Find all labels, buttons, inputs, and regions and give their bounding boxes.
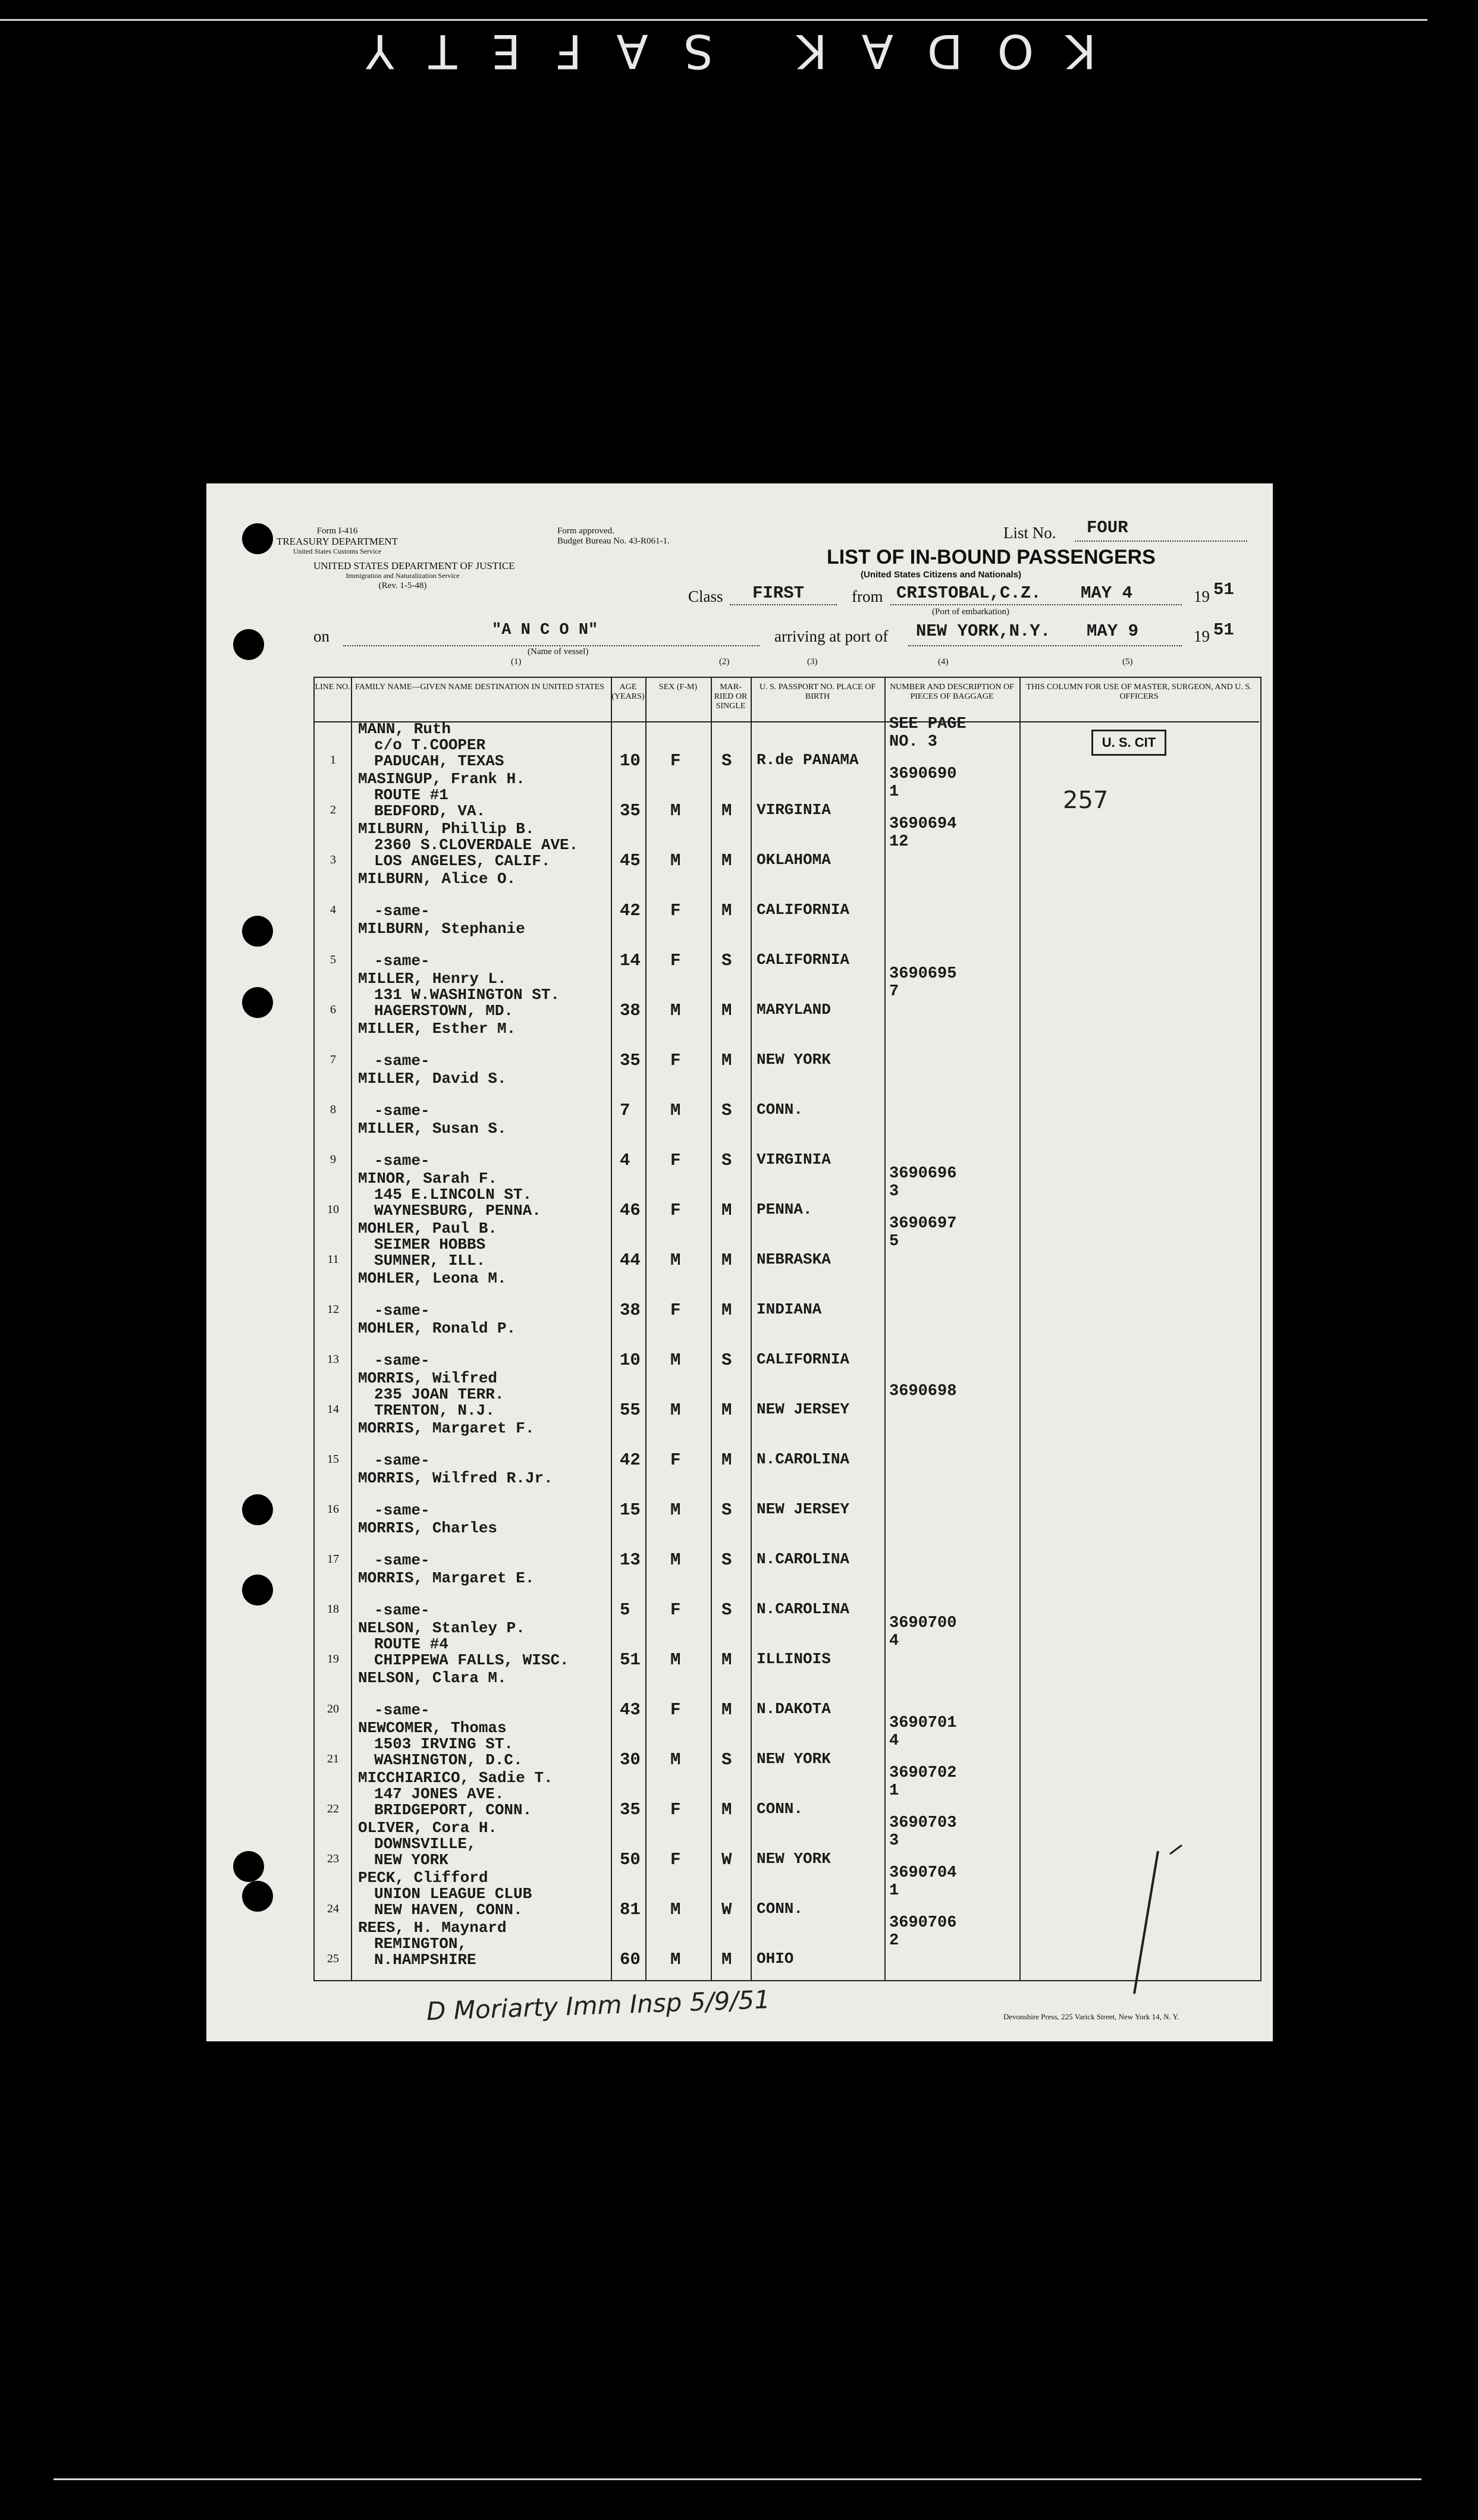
baggage: 1 <box>889 1782 899 1800</box>
destination-line: SEIMER HOBBS <box>374 1236 486 1253</box>
destination-line: BRIDGEPORT, CONN. <box>374 1801 532 1819</box>
baggage: 3 <box>889 1183 899 1201</box>
destination-line: -same- <box>374 902 430 920</box>
age: 51 <box>620 1650 641 1670</box>
passenger-name: NEWCOMER, Thomas <box>358 1719 507 1737</box>
line-number: 6 <box>330 1003 336 1016</box>
age: 35 <box>620 1051 641 1070</box>
passenger-name: MOHLER, Paul B. <box>358 1220 498 1237</box>
age: 38 <box>620 1300 641 1320</box>
sex: F <box>670 751 681 771</box>
from-label: from <box>852 587 883 605</box>
line-number: 18 <box>327 1603 339 1616</box>
age: 50 <box>620 1850 641 1869</box>
destination-line: DOWNSVILLE, <box>374 1835 476 1853</box>
baggage: SEE PAGE <box>889 715 966 733</box>
destination-line: REMINGTON, <box>374 1935 467 1953</box>
birthplace: CALIFORNIA <box>757 901 850 919</box>
col-num-1: (1) <box>511 657 522 667</box>
birthplace: MARYLAND <box>757 1001 831 1019</box>
sex: F <box>670 901 681 920</box>
marital-status: M <box>721 1001 732 1020</box>
passenger-name: NELSON, Clara M. <box>358 1669 507 1687</box>
destination-line: 147 JONES AVE. <box>374 1785 504 1803</box>
sex: M <box>670 1250 681 1270</box>
baggage: 4 <box>889 1632 899 1650</box>
destination-line: WASHINGTON, D.C. <box>374 1751 523 1769</box>
age: 35 <box>620 1800 641 1820</box>
marital-status: M <box>721 1201 732 1220</box>
age: 42 <box>620 1450 641 1470</box>
passenger-name: MOHLER, Ronald P. <box>358 1319 516 1337</box>
marital-status: M <box>721 1400 732 1420</box>
age: 7 <box>620 1101 630 1120</box>
destination-line: ROUTE #4 <box>374 1635 448 1653</box>
marital-status: S <box>721 1500 732 1520</box>
baggage: 3690698 <box>889 1382 957 1400</box>
sex: F <box>670 951 681 970</box>
printer-imprint: Devonshire Press, 225 Varick Street, New York 14, N. Y. <box>1003 2012 1179 2021</box>
film-edge-text: KODAK SAFETY <box>331 24 1097 77</box>
line-number: 7 <box>330 1053 336 1066</box>
baggage: 3690695 <box>889 965 957 983</box>
dept-ins: Immigration and Naturalization Service <box>346 571 460 580</box>
passenger-name: MANN, Ruth <box>358 720 451 738</box>
handwritten-marks <box>206 483 1273 2041</box>
passenger-name: MILLER, Henry L. <box>358 970 507 988</box>
passenger-name: MILBURN, Stephanie <box>358 920 525 938</box>
passenger-name: REES, H. Maynard <box>358 1919 507 1937</box>
line-number: 14 <box>327 1403 339 1416</box>
marital-status: S <box>721 751 732 771</box>
baggage: 3690701 <box>889 1714 957 1732</box>
baggage: 3690694 <box>889 815 957 833</box>
destination-line: N.HAMPSHIRE <box>374 1951 476 1969</box>
birthplace: OKLAHOMA <box>757 851 831 869</box>
col-married: MAR-RIED OR SINGLE <box>714 683 748 711</box>
passenger-name: MICCHIARICO, Sadie T. <box>358 1769 553 1787</box>
dept-customs: United States Customs Service <box>293 547 382 555</box>
line-number: 19 <box>327 1652 339 1666</box>
marital-status: S <box>721 1350 732 1370</box>
birthplace: CONN. <box>757 1900 804 1918</box>
line-number: 11 <box>327 1253 339 1266</box>
marital-status: W <box>721 1850 732 1869</box>
sex: F <box>670 1850 681 1869</box>
destination-line: -same- <box>374 1102 430 1120</box>
year-prefix: 19 <box>1194 627 1210 645</box>
sex: M <box>670 1101 681 1120</box>
destination-line: -same- <box>374 1601 430 1619</box>
baggage: 3690696 <box>889 1165 957 1183</box>
baggage: 3690697 <box>889 1215 957 1233</box>
age: 14 <box>620 951 641 970</box>
marital-status: M <box>721 801 732 821</box>
destination-line: 131 W.WASHINGTON ST. <box>374 986 560 1004</box>
passenger-name: MOHLER, Leona M. <box>358 1270 507 1287</box>
destination-line: PADUCAH, TEXAS <box>374 752 504 770</box>
line-number: 3 <box>330 853 336 866</box>
arrival-date: MAY 9 <box>1087 621 1139 641</box>
marital-status: S <box>721 1550 732 1570</box>
destination-line: -same- <box>374 1302 430 1319</box>
list-no-value: FOUR <box>1087 518 1128 538</box>
baggage: NO. 3 <box>889 733 938 751</box>
baggage: 1 <box>889 1882 899 1900</box>
destination-line: -same- <box>374 1701 430 1719</box>
baggage: 3690703 <box>889 1814 957 1832</box>
col-num-4: (4) <box>938 657 949 667</box>
birthplace: N.CAROLINA <box>757 1550 850 1568</box>
baggage: 1 <box>889 783 899 801</box>
age: 45 <box>620 851 641 871</box>
line-number: 10 <box>327 1203 339 1216</box>
age: 42 <box>620 901 641 920</box>
passenger-name: MILLER, Susan S. <box>358 1120 507 1138</box>
baggage: 3690706 <box>889 1914 957 1932</box>
col-sex: SEX (F-M) <box>658 683 698 692</box>
birthplace: INDIANA <box>757 1300 822 1318</box>
col-num-3: (3) <box>807 657 818 667</box>
line-number: 17 <box>327 1553 339 1566</box>
class-value: FIRST <box>752 583 805 603</box>
baggage: 3690700 <box>889 1614 957 1632</box>
arriving-label: arriving at port of <box>774 627 889 645</box>
passenger-name: MINOR, Sarah F. <box>358 1170 498 1187</box>
birthplace: NEW YORK <box>757 1850 831 1868</box>
birthplace: CONN. <box>757 1101 804 1118</box>
passenger-name: MORRIS, Margaret E. <box>358 1569 535 1587</box>
col-age: AGE (YEARS) <box>611 683 645 701</box>
sex: F <box>670 1201 681 1220</box>
marital-status: M <box>721 901 732 920</box>
marital-status: M <box>721 1300 732 1320</box>
birthplace: PENNA. <box>757 1201 812 1218</box>
marital-status: S <box>721 1151 732 1170</box>
birthplace: CALIFORNIA <box>757 951 850 969</box>
destination-line: -same- <box>374 1152 430 1170</box>
line-number: 8 <box>330 1103 336 1116</box>
sex: M <box>670 1650 681 1670</box>
sex: M <box>670 1950 681 1969</box>
destination-line: ROUTE #1 <box>374 786 448 804</box>
sex: M <box>670 1350 681 1370</box>
age: 10 <box>620 1350 641 1370</box>
baggage: 5 <box>889 1233 899 1250</box>
marital-status: M <box>721 1051 732 1070</box>
vessel-name: "A N C O N" <box>492 621 598 639</box>
col-officers: THIS COLUMN FOR USE OF MASTER, SURGEON, AND U. S. OFFICERS <box>1026 683 1252 701</box>
destination-line: -same- <box>374 1551 430 1569</box>
destination-line: NEW HAVEN, CONN. <box>374 1901 523 1919</box>
class-label: Class <box>688 587 723 605</box>
passenger-name: PECK, Clifford <box>358 1869 488 1887</box>
age: 30 <box>620 1750 641 1770</box>
baggage: 2 <box>889 1932 899 1950</box>
birthplace: VIRGINIA <box>757 1151 831 1168</box>
manifest-page <box>206 483 1273 2041</box>
age: 46 <box>620 1201 641 1220</box>
sex: F <box>670 1051 681 1070</box>
birthplace: NEBRASKA <box>757 1250 831 1268</box>
destination-line: WAYNESBURG, PENNA. <box>374 1202 541 1220</box>
age: 44 <box>620 1250 641 1270</box>
sex: F <box>670 1300 681 1320</box>
birthplace: NEW JERSEY <box>757 1500 850 1518</box>
marital-status: M <box>721 1800 732 1820</box>
birthplace: N.CAROLINA <box>757 1600 850 1618</box>
destination-line: TRENTON, N.J. <box>374 1402 495 1419</box>
baggage: 3690702 <box>889 1764 957 1782</box>
birthplace: N.CAROLINA <box>757 1450 850 1468</box>
line-number: 1 <box>330 753 336 766</box>
arrival-port: NEW YORK,N.Y. <box>916 621 1051 641</box>
age: 10 <box>620 751 641 771</box>
marital-status: S <box>721 1101 732 1120</box>
form-approved: Form approved. <box>557 526 614 536</box>
baggage: 4 <box>889 1732 899 1750</box>
age: 81 <box>620 1900 641 1919</box>
passenger-name: MILLER, David S. <box>358 1070 507 1088</box>
destination-line: HAGERSTOWN, MD. <box>374 1002 514 1020</box>
line-number: 24 <box>327 1902 339 1915</box>
from-date: MAY 4 <box>1081 583 1133 603</box>
birthplace: R.de PANAMA <box>757 751 859 769</box>
list-subtitle: (United States Citizens and Nationals) <box>861 570 1022 580</box>
line-number: 9 <box>330 1153 336 1166</box>
passenger-name: MILLER, Esther M. <box>358 1020 516 1038</box>
inspector-signature: D Moriarty Imm Insp 5/9/51 <box>426 1984 771 2026</box>
film-edge-line <box>0 19 1427 21</box>
passenger-name: MORRIS, Wilfred R.Jr. <box>358 1469 553 1487</box>
col-num-2: (2) <box>719 657 730 667</box>
passenger-name: MILBURN, Phillip B. <box>358 820 535 838</box>
line-number: 20 <box>327 1702 339 1715</box>
form-number: Form I-416 <box>316 526 358 536</box>
destination-line: -same- <box>374 1352 430 1369</box>
sex: M <box>670 851 681 871</box>
birthplace: NEW YORK <box>757 1051 831 1069</box>
destination-line: c/o T.COOPER <box>374 736 486 754</box>
birthplace: CONN. <box>757 1800 804 1818</box>
line-number: 22 <box>327 1802 339 1815</box>
line-number: 16 <box>327 1503 339 1516</box>
destination-line: 1503 IRVING ST. <box>374 1735 514 1753</box>
destination-line: -same- <box>374 1052 430 1070</box>
destination-line: LOS ANGELES, CALIF. <box>374 852 551 870</box>
line-number: 15 <box>327 1453 339 1466</box>
list-no-label: List No. <box>1003 524 1056 542</box>
destination-line: 235 JOAN TERR. <box>374 1385 504 1403</box>
line-number: 13 <box>327 1353 339 1366</box>
sex: F <box>670 1600 681 1620</box>
destination-line: -same- <box>374 1501 430 1519</box>
line-number: 2 <box>330 803 336 816</box>
destination-line: -same- <box>374 1451 430 1469</box>
budget-bureau: Budget Bureau No. 43-R061-1. <box>557 536 670 546</box>
destination-line: UNION LEAGUE CLUB <box>374 1885 532 1903</box>
birthplace: CALIFORNIA <box>757 1350 850 1368</box>
passenger-name: MORRIS, Margaret F. <box>358 1419 535 1437</box>
marital-status: M <box>721 1250 732 1270</box>
col-line: LINE NO. <box>315 683 350 692</box>
destination-line: -same- <box>374 952 430 970</box>
passenger-name: MILBURN, Alice O. <box>358 870 516 888</box>
destination-line: BEDFORD, VA. <box>374 802 486 820</box>
sex: M <box>670 801 681 821</box>
sex: M <box>670 1001 681 1020</box>
dept-treasury: TREASURY DEPARTMENT <box>276 536 398 547</box>
birthplace: NEW YORK <box>757 1750 831 1768</box>
dept-justice: UNITED STATES DEPARTMENT OF JUSTICE <box>313 560 515 571</box>
vessel-note: (Name of vessel) <box>528 647 589 656</box>
passenger-name: MORRIS, Wilfred <box>358 1369 498 1387</box>
destination-line: SUMNER, ILL. <box>374 1252 486 1270</box>
age: 15 <box>620 1500 641 1520</box>
age: 60 <box>620 1950 641 1969</box>
age: 13 <box>620 1550 641 1570</box>
destination-line: 145 E.LINCOLN ST. <box>374 1186 532 1204</box>
marital-status: M <box>721 1700 732 1720</box>
age: 4 <box>620 1151 630 1170</box>
line-number: 4 <box>330 903 336 916</box>
baggage: 3690690 <box>889 765 957 783</box>
list-title: LIST OF IN-BOUND PASSENGERS <box>827 546 1156 568</box>
baggage: 3 <box>889 1832 899 1850</box>
marital-status: W <box>721 1900 732 1919</box>
passenger-name: OLIVER, Cora H. <box>358 1819 498 1837</box>
col-name: FAMILY NAME—GIVEN NAME DESTINATION IN UNITED STATES <box>355 683 604 692</box>
destination-line: NEW YORK <box>374 1851 448 1869</box>
line-number: 23 <box>327 1852 339 1865</box>
marital-status: M <box>721 1950 732 1969</box>
sex: M <box>670 1500 681 1520</box>
from-value: CRISTOBAL,C.Z. <box>896 583 1041 603</box>
line-number: 21 <box>327 1752 339 1765</box>
birthplace: N.DAKOTA <box>757 1700 831 1718</box>
destination-line: 2360 S.CLOVERDALE AVE. <box>374 836 579 854</box>
birthplace: VIRGINIA <box>757 801 831 819</box>
marital-status: M <box>721 851 732 871</box>
year-1: 51 <box>1213 580 1234 599</box>
baggage: 12 <box>889 833 909 851</box>
baggage: 3690704 <box>889 1864 957 1882</box>
baggage: 7 <box>889 983 899 1001</box>
line-number: 12 <box>327 1303 339 1316</box>
marital-status: S <box>721 1600 732 1620</box>
sex: M <box>670 1900 681 1919</box>
sex: M <box>670 1550 681 1570</box>
marital-status: S <box>721 951 732 970</box>
birthplace: NEW JERSEY <box>757 1400 850 1418</box>
sex: F <box>670 1151 681 1170</box>
marital-status: M <box>721 1650 732 1670</box>
on-label: on <box>313 627 330 645</box>
sex: M <box>670 1750 681 1770</box>
sex: F <box>670 1700 681 1720</box>
embark-note: (Port of embarkation) <box>932 607 1009 617</box>
line-number: 5 <box>330 953 336 966</box>
passenger-name: MORRIS, Charles <box>358 1519 498 1537</box>
destination-line: CHIPPEWA FALLS, WISC. <box>374 1651 569 1669</box>
col-baggage: NUMBER AND DESCRIPTION OF PIECES OF BAGGAGE <box>890 683 1014 701</box>
age: 43 <box>620 1700 641 1720</box>
form-revision: (Rev. 1-5-48) <box>378 581 427 590</box>
col-num-5: (5) <box>1122 657 1133 667</box>
age: 38 <box>620 1001 641 1020</box>
line-number: 25 <box>327 1952 339 1965</box>
handwritten-count: 257 <box>1063 787 1109 814</box>
sex: M <box>670 1400 681 1420</box>
film-bottom-line <box>54 2478 1421 2480</box>
age: 55 <box>620 1400 641 1420</box>
citizen-stamp: U. S. CIT <box>1091 730 1166 756</box>
year-prefix: 19 <box>1194 587 1210 605</box>
sex: F <box>670 1800 681 1820</box>
passenger-name: MASINGUP, Frank H. <box>358 770 525 788</box>
birthplace: OHIO <box>757 1950 794 1968</box>
sex: F <box>670 1450 681 1470</box>
birthplace: ILLINOIS <box>757 1650 831 1668</box>
marital-status: M <box>721 1450 732 1470</box>
marital-status: S <box>721 1750 732 1770</box>
passenger-name: NELSON, Stanley P. <box>358 1619 525 1637</box>
age: 35 <box>620 801 641 821</box>
age: 5 <box>620 1600 630 1620</box>
year-2: 51 <box>1213 620 1234 640</box>
col-passport: U. S. PASSPORT NO. PLACE OF BIRTH <box>759 683 876 701</box>
